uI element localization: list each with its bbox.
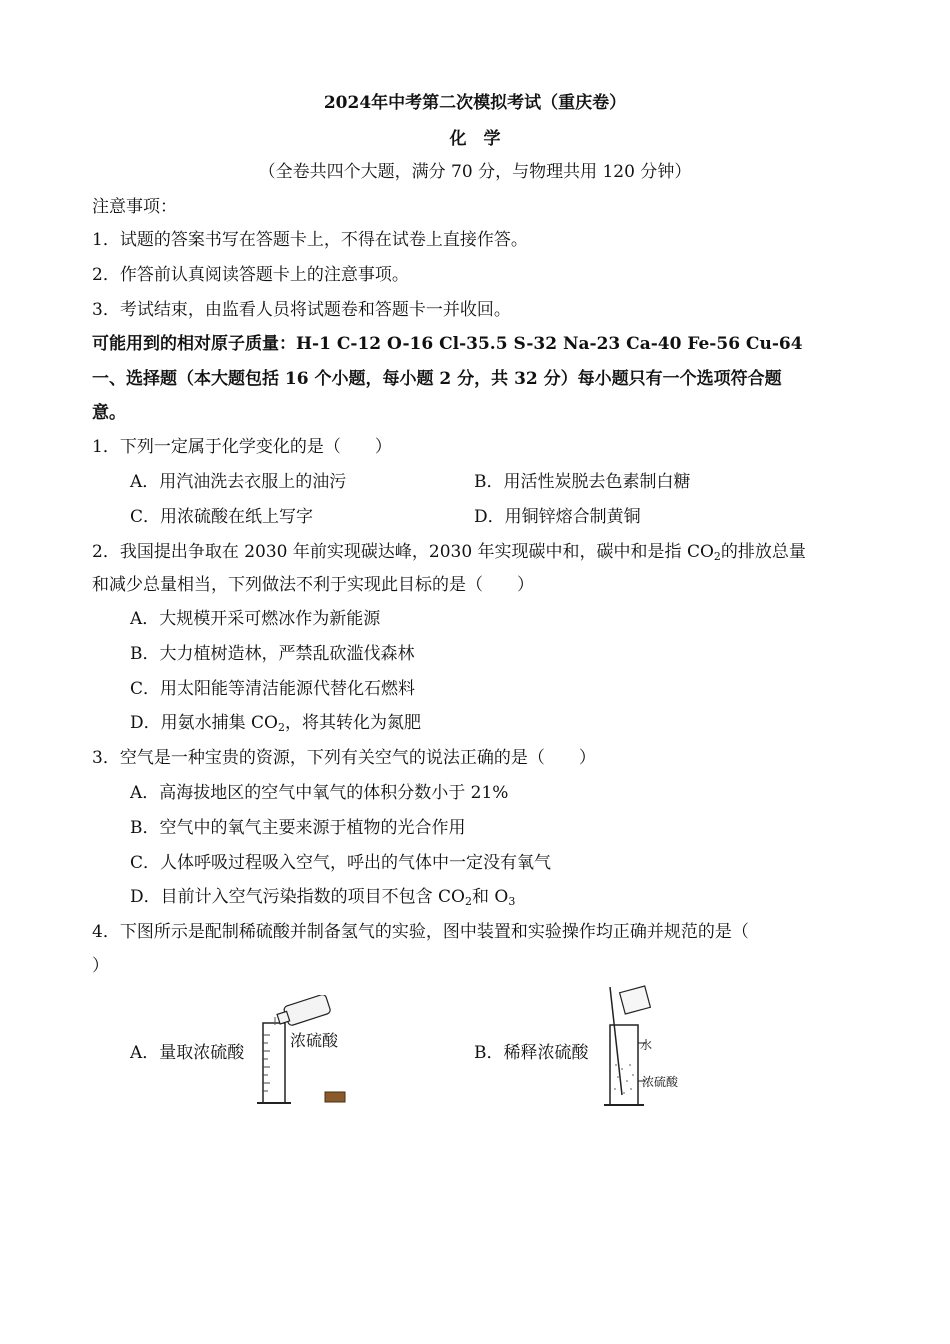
question-4-stem: 4．下图所示是配制稀硫酸并制备氢气的实验，图中装置和实验操作均正确并规范的是（ [92, 922, 749, 942]
subscript: 2 [464, 895, 472, 908]
question-2-option-d [130, 712, 421, 734]
figure-a-label: 浓硫酸 [290, 1031, 339, 1050]
atomic-masses: 可能用到的相对原子质量：H-1 C-12 O-16 Cl-35.5 S-32 Na-23 Ca-40 Fe-56 Cu-64 [92, 334, 803, 354]
option-text: D．用氨水捕集 CO [130, 713, 278, 733]
subscript: 3 [508, 895, 516, 908]
question-3-stem: 3．空气是一种宝贵的资源，下列有关空气的说法正确的是（ ） [92, 748, 596, 768]
glass-rod [610, 987, 622, 1095]
question-2-stem [92, 541, 806, 563]
notice-item: 3．考试结束，由监看人员将试题卷和答题卡一并收回。 [92, 300, 511, 320]
bottle-stopper [325, 1092, 345, 1102]
notice-item: 2．作答前认真阅读答题卡上的注意事项。 [92, 265, 409, 285]
cylinder-graduations [263, 1035, 270, 1091]
subscript: 2 [277, 721, 285, 734]
question-2-stem-cont: 和减少总量相当，下列做法不利于实现此目标的是（ ） [92, 575, 534, 595]
figure-b-acid-label: 浓硫酸 [642, 1075, 679, 1089]
option-text: D．目前计入空气污染指数的项目不包含 CO [130, 887, 465, 907]
question-2-stem-text: 的排放总量 [720, 542, 806, 562]
exam-title: 2024年中考第二次模拟考试（重庆卷） [323, 93, 627, 113]
question-1-stem: 1．下列一定属于化学变化的是（ ） [92, 437, 392, 457]
question-3-option-c: C．人体呼吸过程吸入空气，呼出的气体中一定没有氧气 [130, 853, 552, 873]
question-4-option-b: B．稀释浓硫酸 [474, 1043, 589, 1063]
question-1-option-a: A．用汽油洗去衣服上的油污 [130, 472, 347, 492]
figure-b-water-label: 水 [640, 1038, 653, 1052]
figure-a-measuring-cylinder [255, 995, 355, 1110]
question-1-option-b: B．用活性炭脱去色素制白糖 [474, 472, 691, 492]
question-3-option-b: B．空气中的氧气主要来源于植物的光合作用 [130, 818, 466, 838]
notice-heading: 注意事项： [92, 197, 177, 217]
question-2-option-c: C．用太阳能等清洁能源代替化石燃料 [130, 679, 416, 699]
exam-note: （全卷共四个大题，满分 70 分，与物理共用 120 分钟） [258, 162, 692, 182]
question-1-option-d: D．用铜锌熔合制黄铜 [474, 507, 641, 527]
question-2-stem-text: 2．我国提出争取在 2030 年前实现碳达峰，2030 年实现碳中和，碳中和是指 CO [92, 542, 714, 562]
pouring-beaker [620, 986, 651, 1014]
section-heading-cont: 意。 [92, 403, 126, 423]
question-2-option-a: A．大规模开采可燃冰作为新能源 [130, 609, 381, 629]
question-3-option-a: A．高海拔地区的空气中氧气的体积分数小于 21% [130, 783, 509, 803]
section-heading: 一、选择题（本大题包括 16 个小题，每小题 2 分，共 32 分）每小题只有一个选项符合题 [92, 369, 782, 389]
liquid-dots [614, 1064, 634, 1094]
question-1-option-c: C．用浓硫酸在纸上写字 [130, 507, 314, 527]
option-text: ，将其转化为氮肥 [284, 713, 421, 733]
subject-title: 化 学 [449, 129, 501, 149]
question-3-option-d [130, 886, 515, 908]
option-text: 和 O [471, 887, 509, 907]
question-4-option-a: A．量取浓硫酸 [130, 1043, 245, 1063]
notice-item: 1．试题的答案书写在答题卡上，不得在试卷上直接作答。 [92, 230, 528, 250]
question-2-option-b: B．大力植树造林，严禁乱砍滥伐森林 [130, 644, 415, 664]
question-4-stem-cont: ） [92, 956, 109, 976]
subscript: 2 [713, 550, 721, 563]
